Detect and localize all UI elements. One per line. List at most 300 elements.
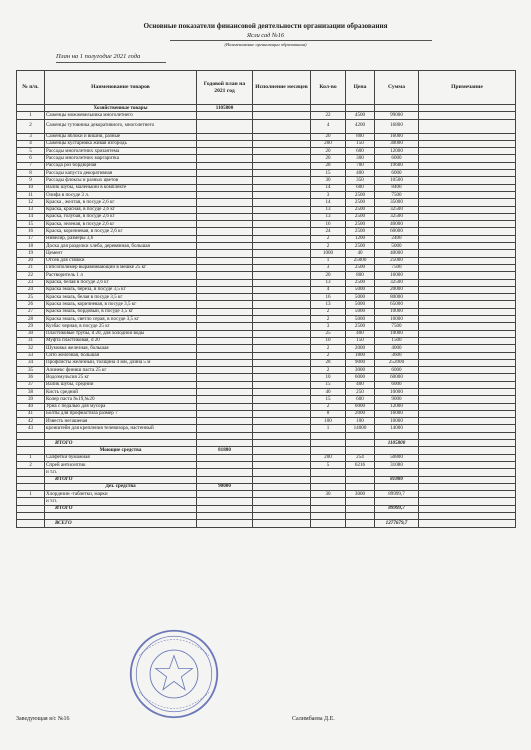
row-execution — [253, 352, 311, 359]
row-quantity — [311, 476, 346, 483]
row-name: Дез. средства — [45, 483, 197, 490]
row-price: 800 — [346, 133, 375, 140]
row-quantity: 22 — [311, 112, 346, 119]
row-price: 14000 — [346, 425, 375, 432]
row-quantity: 8 — [311, 410, 346, 417]
row-number — [17, 447, 45, 454]
row-name: Рассады капуста декоративная — [45, 170, 197, 177]
col-header-quantity: Кол-во — [311, 71, 346, 105]
row-price: 40 — [346, 250, 375, 257]
row-name: ИТОГО — [45, 440, 197, 447]
row-sum — [375, 469, 419, 476]
row-quantity: 1 — [311, 425, 346, 432]
row-execution — [253, 469, 311, 476]
table-row — [17, 418, 516, 425]
row-quantity — [311, 469, 346, 476]
row-name: Саженцы можжевельника многолетнего — [45, 112, 197, 119]
row-quantity: 24 — [311, 228, 346, 235]
row-sum: 32500 — [375, 279, 419, 286]
row-plan — [197, 440, 253, 447]
row-price: 5000 — [346, 316, 375, 323]
row-sum: 40000 — [375, 250, 419, 257]
row-plan — [197, 388, 253, 395]
row-number: 29 — [17, 323, 45, 330]
row-name: Спрей антисептик — [45, 461, 197, 468]
table-row — [17, 155, 516, 162]
row-plan — [197, 352, 253, 359]
row-number: 12 — [17, 199, 45, 206]
row-execution — [253, 279, 311, 286]
row-plan — [197, 476, 253, 483]
row-execution — [253, 513, 311, 520]
row-note — [419, 367, 516, 374]
row-number: 1 — [17, 454, 45, 461]
row-name: Отсев для стяжки — [45, 257, 197, 264]
row-plan: 90000 — [197, 483, 253, 490]
row-number: 38 — [17, 388, 45, 395]
row-plan — [197, 155, 253, 162]
row-price — [346, 505, 375, 512]
row-price: 5000 — [346, 294, 375, 301]
row-quantity: 2 — [311, 235, 346, 242]
row-number: 27 — [17, 308, 45, 315]
row-sum: 7500 — [375, 264, 419, 271]
table-row — [17, 381, 516, 388]
table-row — [17, 279, 516, 286]
row-plan — [197, 243, 253, 250]
row-note — [419, 162, 516, 169]
table-body — [17, 105, 516, 528]
row-price: 600 — [346, 184, 375, 191]
row-quantity: 28 — [311, 359, 346, 366]
row-plan — [197, 469, 253, 476]
row-plan — [197, 191, 253, 198]
row-execution — [253, 447, 311, 454]
row-note — [419, 286, 516, 293]
row-sum: 7500 — [375, 323, 419, 330]
row-note — [419, 323, 516, 330]
row-sum: 8400 — [375, 184, 419, 191]
row-number: 24 — [17, 286, 45, 293]
row-name: Урна с педалью для мусора — [45, 403, 197, 410]
table-row — [17, 483, 516, 490]
row-name: Колер паста №19,№20 — [45, 396, 197, 403]
table-row — [17, 148, 516, 155]
row-price: 150 — [346, 140, 375, 147]
row-quantity — [311, 447, 346, 454]
row-plan — [197, 432, 253, 439]
table-row — [17, 133, 516, 140]
row-sum: 6000 — [375, 381, 419, 388]
document-title: Основные показатели финансовой деятельности организации образования — [143, 22, 388, 30]
row-note — [419, 469, 516, 476]
row-number: 33 — [17, 352, 45, 359]
row-note — [419, 476, 516, 483]
row-sum: 16000 — [375, 410, 419, 417]
row-note — [419, 330, 516, 337]
row-quantity: 200 — [311, 140, 346, 147]
row-execution — [253, 359, 311, 366]
row-number: 9 — [17, 177, 45, 184]
row-sum: 10000 — [375, 388, 419, 395]
table-row — [17, 469, 516, 476]
row-execution — [253, 323, 311, 330]
row-number: 2 — [17, 119, 45, 133]
row-note — [419, 177, 516, 184]
row-note — [419, 308, 516, 315]
row-quantity: 200 — [311, 454, 346, 461]
row-number: 31 — [17, 337, 45, 344]
row-sum: 35000 — [375, 199, 419, 206]
row-name: Краска, зеленая, в посуде 2,6 кг — [45, 221, 197, 228]
row-sum: 1500 — [375, 337, 419, 344]
row-sum: 9000 — [375, 396, 419, 403]
row-name: Пластиковые трубы, d 20, для холодной воды — [45, 330, 197, 337]
row-price: 2500 — [346, 213, 375, 220]
row-price: 1800 — [346, 352, 375, 359]
row-name: Рассады флоксы и разных цветов — [45, 177, 197, 184]
row-name: Салфетки бумажная — [45, 454, 197, 461]
row-price: 3000 — [346, 491, 375, 498]
row-plan — [197, 454, 253, 461]
row-name: Краска, белая в посуде 2,6 кг — [45, 279, 197, 286]
row-name: Водоэмульсия 25 кг — [45, 374, 197, 381]
row-price: 400 — [346, 381, 375, 388]
table-row — [17, 440, 516, 447]
row-note — [419, 199, 516, 206]
row-plan — [197, 396, 253, 403]
row-name: Краска эмаль, береза, в посуде 3,5 кг — [45, 286, 197, 293]
row-note — [419, 243, 516, 250]
row-sum: 252000 — [375, 359, 419, 366]
row-quantity: 14 — [311, 184, 346, 191]
row-quantity — [311, 498, 346, 505]
table-row — [17, 461, 516, 468]
row-sum: 6000 — [375, 367, 419, 374]
footer-signatory: Салимбаева Д.Е. — [292, 716, 335, 722]
table-row — [17, 498, 516, 505]
row-plan — [197, 381, 253, 388]
row-note — [419, 112, 516, 119]
row-sum — [375, 498, 419, 505]
row-sum: 1105800 — [375, 440, 419, 447]
row-name: Хозяйственные товары — [45, 105, 197, 112]
row-number — [17, 505, 45, 512]
row-price: 2500 — [346, 279, 375, 286]
row-name: Цемент — [45, 250, 197, 257]
row-number: 42 — [17, 418, 45, 425]
row-name: ИТОГО — [45, 505, 197, 512]
row-name: Саженцы кустарника живая изгородь — [45, 140, 197, 147]
row-number — [17, 432, 45, 439]
table-row — [17, 374, 516, 381]
table-row — [17, 177, 516, 184]
row-plan — [197, 345, 253, 352]
row-execution — [253, 206, 311, 213]
row-name: Рассада роз бордюрная — [45, 162, 197, 169]
table-row — [17, 213, 516, 220]
row-note — [419, 294, 516, 301]
row-execution — [253, 345, 311, 352]
row-note — [419, 191, 516, 198]
row-number: 43 — [17, 425, 45, 432]
row-sum: 6000 — [375, 170, 419, 177]
row-plan — [197, 133, 253, 140]
table-row — [17, 250, 516, 257]
row-sum: 16000 — [375, 133, 419, 140]
row-number: 34 — [17, 359, 45, 366]
row-name: Краска эмаль, коричневая, в посуде 3,5 кг — [45, 301, 197, 308]
row-plan — [197, 498, 253, 505]
row-execution — [253, 454, 311, 461]
row-plan — [197, 170, 253, 177]
row-price — [346, 476, 375, 483]
col-header-execution: Исполнение месяцев — [253, 71, 311, 105]
row-quantity: 4 — [311, 286, 346, 293]
row-execution — [253, 330, 311, 337]
row-note — [419, 513, 516, 520]
row-note — [419, 425, 516, 432]
row-name: Кисть средний — [45, 388, 197, 395]
row-number: 26 — [17, 301, 45, 308]
row-price: 254 — [346, 454, 375, 461]
row-execution — [253, 228, 311, 235]
row-execution — [253, 396, 311, 403]
table-row — [17, 162, 516, 169]
row-note — [419, 388, 516, 395]
row-price — [346, 432, 375, 439]
row-execution — [253, 498, 311, 505]
row-execution — [253, 243, 311, 250]
row-execution — [253, 505, 311, 512]
row-quantity: 20 — [311, 133, 346, 140]
row-execution — [253, 264, 311, 271]
row-note — [419, 221, 516, 228]
row-sum: 3600 — [375, 352, 419, 359]
row-name: Краска, красная, в посуде 2,6 кг — [45, 206, 197, 213]
row-sum: 16800 — [375, 119, 419, 133]
row-quantity: 2 — [311, 403, 346, 410]
row-sum: 10000 — [375, 308, 419, 315]
row-number: 18 — [17, 243, 45, 250]
row-sum: 5000 — [375, 243, 419, 250]
row-execution — [253, 250, 311, 257]
row-number: 35 — [17, 367, 45, 374]
row-number: 19 — [17, 250, 45, 257]
col-header-annual-plan: Годовой план на 2021 год — [197, 71, 253, 105]
row-price: 6216 — [346, 461, 375, 468]
row-price — [346, 483, 375, 490]
row-number — [17, 520, 45, 527]
table-row — [17, 235, 516, 242]
table-row — [17, 396, 516, 403]
row-plan — [197, 418, 253, 425]
row-plan — [197, 367, 253, 374]
row-execution — [253, 403, 311, 410]
row-note — [419, 505, 516, 512]
row-note — [419, 257, 516, 264]
row-price: 100 — [346, 418, 375, 425]
row-number: 13 — [17, 206, 45, 213]
row-quantity: 20 — [311, 148, 346, 155]
row-sum: 30000 — [375, 140, 419, 147]
row-note — [419, 140, 516, 147]
row-plan — [197, 374, 253, 381]
row-execution — [253, 133, 311, 140]
row-price: 9000 — [346, 359, 375, 366]
table-row — [17, 264, 516, 271]
row-note — [419, 454, 516, 461]
col-header-note: Примечание — [419, 71, 516, 105]
row-note — [419, 228, 516, 235]
row-plan — [197, 425, 253, 432]
row-execution — [253, 520, 311, 527]
row-sum: 32500 — [375, 206, 419, 213]
row-note — [419, 374, 516, 381]
row-number: 11 — [17, 191, 45, 198]
row-sum: 14000 — [375, 425, 419, 432]
row-price — [346, 469, 375, 476]
row-note — [419, 235, 516, 242]
row-quantity: 16 — [311, 221, 346, 228]
row-note — [419, 316, 516, 323]
row-sum: 4000 — [375, 345, 419, 352]
row-name — [45, 513, 197, 520]
table-row — [17, 432, 516, 439]
row-price: 1200 — [346, 235, 375, 242]
row-execution — [253, 410, 311, 417]
row-sum: 32500 — [375, 213, 419, 220]
row-sum: 89999,7 — [375, 505, 419, 512]
row-sum — [375, 447, 419, 454]
row-execution — [253, 308, 311, 315]
table-row — [17, 243, 516, 250]
row-name: Растворитель 1 л — [45, 272, 197, 279]
row-execution — [253, 301, 311, 308]
row-quantity — [311, 432, 346, 439]
row-note — [419, 432, 516, 439]
row-number — [17, 498, 45, 505]
row-name: Шумовка железная, большая — [45, 345, 197, 352]
table-row — [17, 447, 516, 454]
row-sum: 6000 — [375, 155, 419, 162]
table-row — [17, 308, 516, 315]
row-number: 21 — [17, 264, 45, 271]
row-quantity: 16 — [311, 294, 346, 301]
row-name: Алинекс финиш паста 25 кг — [45, 367, 197, 374]
row-execution — [253, 140, 311, 147]
row-note — [419, 381, 516, 388]
row-number: 1 — [17, 491, 45, 498]
row-note — [419, 264, 516, 271]
row-number: 25 — [17, 294, 45, 301]
row-note — [419, 410, 516, 417]
plan-underline — [56, 62, 166, 63]
row-name: Краска , желтая, в посуде 2,6 кг — [45, 199, 197, 206]
row-execution — [253, 191, 311, 198]
row-sum — [375, 483, 419, 490]
row-execution — [253, 177, 311, 184]
row-plan — [197, 162, 253, 169]
row-note — [419, 396, 516, 403]
row-sum: 99000 — [375, 112, 419, 119]
row-sum: 40000 — [375, 221, 419, 228]
table-row — [17, 359, 516, 366]
row-name: Сито железная, большая — [45, 352, 197, 359]
row-quantity: 1 — [311, 257, 346, 264]
row-execution — [253, 112, 311, 119]
row-price: 2500 — [346, 228, 375, 235]
col-header-sum: Сумма — [375, 71, 419, 105]
row-name: Краска эмаль, светло серая, в посуде 3,5 кг — [45, 316, 197, 323]
row-note — [419, 250, 516, 257]
row-number: 39 — [17, 396, 45, 403]
row-note — [419, 418, 516, 425]
row-price: 2500 — [346, 199, 375, 206]
table-row — [17, 323, 516, 330]
row-price: 700 — [346, 162, 375, 169]
row-note — [419, 483, 516, 490]
row-price: 350 — [346, 177, 375, 184]
row-number: 10 — [17, 184, 45, 191]
row-note — [419, 498, 516, 505]
table-row — [17, 286, 516, 293]
table-row — [17, 505, 516, 512]
finance-table — [16, 70, 516, 528]
row-quantity — [311, 440, 346, 447]
official-seal — [128, 628, 220, 720]
table-row — [17, 476, 516, 483]
row-price: 4200 — [346, 119, 375, 133]
row-name: Валик шубы, средний — [45, 381, 197, 388]
row-sum — [375, 432, 419, 439]
row-sum: 12000 — [375, 403, 419, 410]
row-execution — [253, 162, 311, 169]
row-plan — [197, 112, 253, 119]
row-plan — [197, 337, 253, 344]
row-plan — [197, 213, 253, 220]
row-note — [419, 119, 516, 133]
row-sum: 20000 — [375, 286, 419, 293]
row-price: 400 — [346, 170, 375, 177]
table-row — [17, 221, 516, 228]
row-plan: 81880 — [197, 447, 253, 454]
row-price — [346, 498, 375, 505]
row-note — [419, 520, 516, 527]
row-number — [17, 476, 45, 483]
row-quantity: 15 — [311, 396, 346, 403]
row-sum: 80000 — [375, 294, 419, 301]
row-execution — [253, 235, 311, 242]
table-row — [17, 330, 516, 337]
row-name: Олифа в посуде 3 л. — [45, 191, 197, 198]
row-number — [17, 469, 45, 476]
row-quantity: 5 — [311, 461, 346, 468]
row-quantity: 2 — [311, 352, 346, 359]
row-quantity: 2 — [311, 345, 346, 352]
row-plan — [197, 410, 253, 417]
row-execution — [253, 388, 311, 395]
row-name: Краска, голубая, в посуде 2,6 кг — [45, 213, 197, 220]
row-note — [419, 279, 516, 286]
row-note — [419, 359, 516, 366]
row-quantity: 2 — [311, 367, 346, 374]
row-plan — [197, 177, 253, 184]
row-quantity — [311, 105, 346, 112]
row-number: 40 — [17, 403, 45, 410]
row-note — [419, 213, 516, 220]
row-quantity: 10 — [311, 374, 346, 381]
